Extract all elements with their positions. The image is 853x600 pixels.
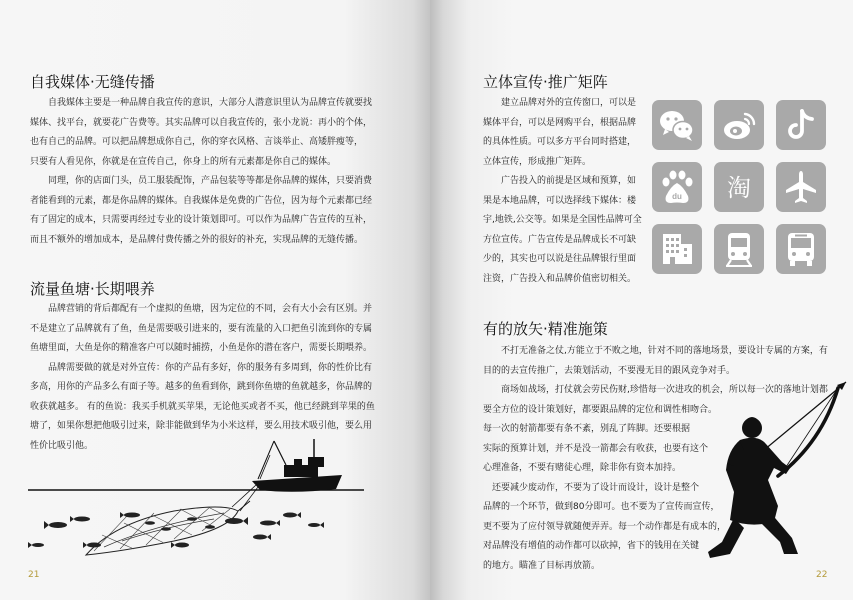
- text-line: 媒体、找平台，就要花广告费等。其实品牌可以自我宣传的，张小龙说：再小的个体，: [30, 117, 373, 128]
- text-line: 品牌营销的背后都配有一个虚拟的鱼塘，因为定位的不同，会有大小会有区别。并: [30, 304, 373, 314]
- text-line: 建立品牌对外的宣传窗口，可以是: [483, 98, 637, 108]
- douyin-icon: [776, 100, 826, 150]
- section-body-self-media: [30, 94, 375, 250]
- text-line: 每一次的射箭都要有条不紊，别乱了阵脚。还要根据: [483, 424, 691, 434]
- baidu-glyph: du: [672, 192, 682, 201]
- wechat-icon: [652, 100, 702, 150]
- airplane-icon: [776, 162, 826, 212]
- platform-icon-grid: [652, 100, 826, 275]
- archer-illustration: [700, 372, 850, 562]
- section-title-targeted-strategy: 有的放矢·精准施策: [483, 320, 608, 338]
- text-line: 要全方位的设计策划好，都要跟品牌的定位和调性相吻合。: [483, 404, 718, 415]
- text-line: 品牌的一个环节，做到80分即可。也不要为了宣传而宣传，: [483, 502, 720, 512]
- taobao-glyph: 淘: [727, 174, 751, 202]
- subway-icon: [714, 224, 764, 274]
- right-page: [430, 0, 853, 600]
- text-line: 自我媒体主要是一种品牌自我宣传的意识，大部分人潜意识里认为品牌宣传就要找: [30, 98, 373, 108]
- baidu-icon: [652, 162, 702, 212]
- text-line: 也有自己的品牌。可以把品牌想成你自己，你的穿衣风格、言谈举止、高矮胖瘦等，: [30, 137, 364, 147]
- text-line: 广告投入的前提是区域和预算，如: [483, 176, 637, 186]
- text-line: 对品牌没有增值的动作都可以砍掉，省下的钱用在关键: [483, 541, 700, 551]
- section-title-self-media: 自我媒体·无缝传播: [30, 73, 155, 91]
- text-line: 收获就越多。 有的鱼说：我买手机就买苹果，无论他买或者不买，他已经跳到苹果的鱼: [30, 401, 375, 412]
- text-line: 而且不额外的增加成本，是品牌付费传播之外的很好的补充，实现品牌的无缝传播。: [30, 234, 364, 245]
- text-line: 多高，用你的产品多么有面子等。越多的鱼看到你，跳到你鱼塘的鱼就越多，你品牌的: [30, 382, 373, 392]
- text-line: 不打无准备之仗,方能立于不败之地，针对不同的落地场景，要设计专属的方案，有: [483, 346, 828, 356]
- building-icon: [652, 224, 702, 274]
- text-line: 有了固定的成本，只需要再经过专业的设计策划即可。可以作为品牌广告宣传的互补，: [30, 215, 373, 225]
- text-line: 宇,地铁,公交等。如果是全国性品牌可全: [483, 215, 642, 225]
- text-line: 者能看到的元素，都是你品牌的媒体。自我媒体是免费的广告位，因为每个元素都已经: [30, 195, 373, 206]
- bus-icon: [776, 224, 826, 274]
- text-line: 实际的预算计划，并不是没一箭都会有收获，也要有这个: [483, 443, 709, 454]
- text-line: 同理，你的店面门头，员工服装配饰，产品包装等等都是你品牌的媒体，只要消费: [30, 176, 373, 186]
- section-body-promotion-matrix: [483, 94, 643, 289]
- fishing-boat-illustration: [24, 415, 374, 565]
- text-line: 的具体性质。可以多方平台同时搭建，: [483, 137, 637, 147]
- text-line: 注资，广告投入和品牌价值密切相关。: [483, 273, 637, 284]
- text-line: 心理准备，不要有赌徒心理，除非你有资本加持。: [483, 463, 682, 473]
- text-line: 方位宣传。广告宣传是品牌成长不可缺: [483, 234, 637, 245]
- section-title-promotion-matrix: 立体宣传·推广矩阵: [483, 73, 608, 91]
- weibo-icon: [714, 100, 764, 150]
- taobao-icon: [714, 162, 764, 212]
- text-line: 还要减少废动作，不要为了设计而设计，设计是整个: [483, 482, 700, 493]
- text-line: 目的的去宣传推广，去策划活动，不要漫无目的跟风竞争对手。: [483, 365, 736, 376]
- text-line: 只要有人看见你，你就是在宣传自己，你身上的所有元素都是你自己的媒体。: [30, 156, 337, 167]
- text-line: 更不要为了应付领导就随便弄弄。每一个动作都是有成本的，: [483, 521, 727, 532]
- text-line: 果是本地品牌，可以选择线下媒体：楼: [483, 195, 637, 206]
- text-line: 鱼塘里面，大鱼是你的精准客户可以随时捕捞，小鱼是你的潜在客户，需要长期喂养。: [30, 343, 373, 353]
- text-line: 媒体平台，可以是网购平台，根据品牌: [483, 117, 637, 128]
- page-number: 21: [28, 570, 40, 580]
- text-line: 性价比吸引他。: [30, 440, 94, 451]
- text-line: 的地方。瞄准了目标再放箭。: [483, 560, 601, 571]
- text-line: 立体宣传，形成推广矩阵。: [483, 156, 592, 167]
- text-line: 塘了，如果你想把他吸引过来，除非能做到华为小米这样，要么用技术吸引他，要么用: [30, 421, 373, 431]
- text-line: 不是建立了品牌就有了鱼，鱼是需要吸引进来的，要有流量的入口把鱼引流到你的专属: [30, 323, 373, 334]
- page-number: 22: [816, 570, 828, 580]
- section-title-fish-pond: 流量鱼塘·长期喂养: [30, 280, 155, 298]
- text-line: 少的，其实也可以说是往品牌银行里面: [483, 254, 637, 264]
- text-line: 商场如战场，打仗就会劳民伤财,珍惜每一次进攻的机会，所以每一次的落地计划都: [483, 385, 828, 395]
- text-line: 品牌需要做的就是对外宣传：你的产品有多好，你的服务有多周到，你的性价比有: [30, 362, 373, 373]
